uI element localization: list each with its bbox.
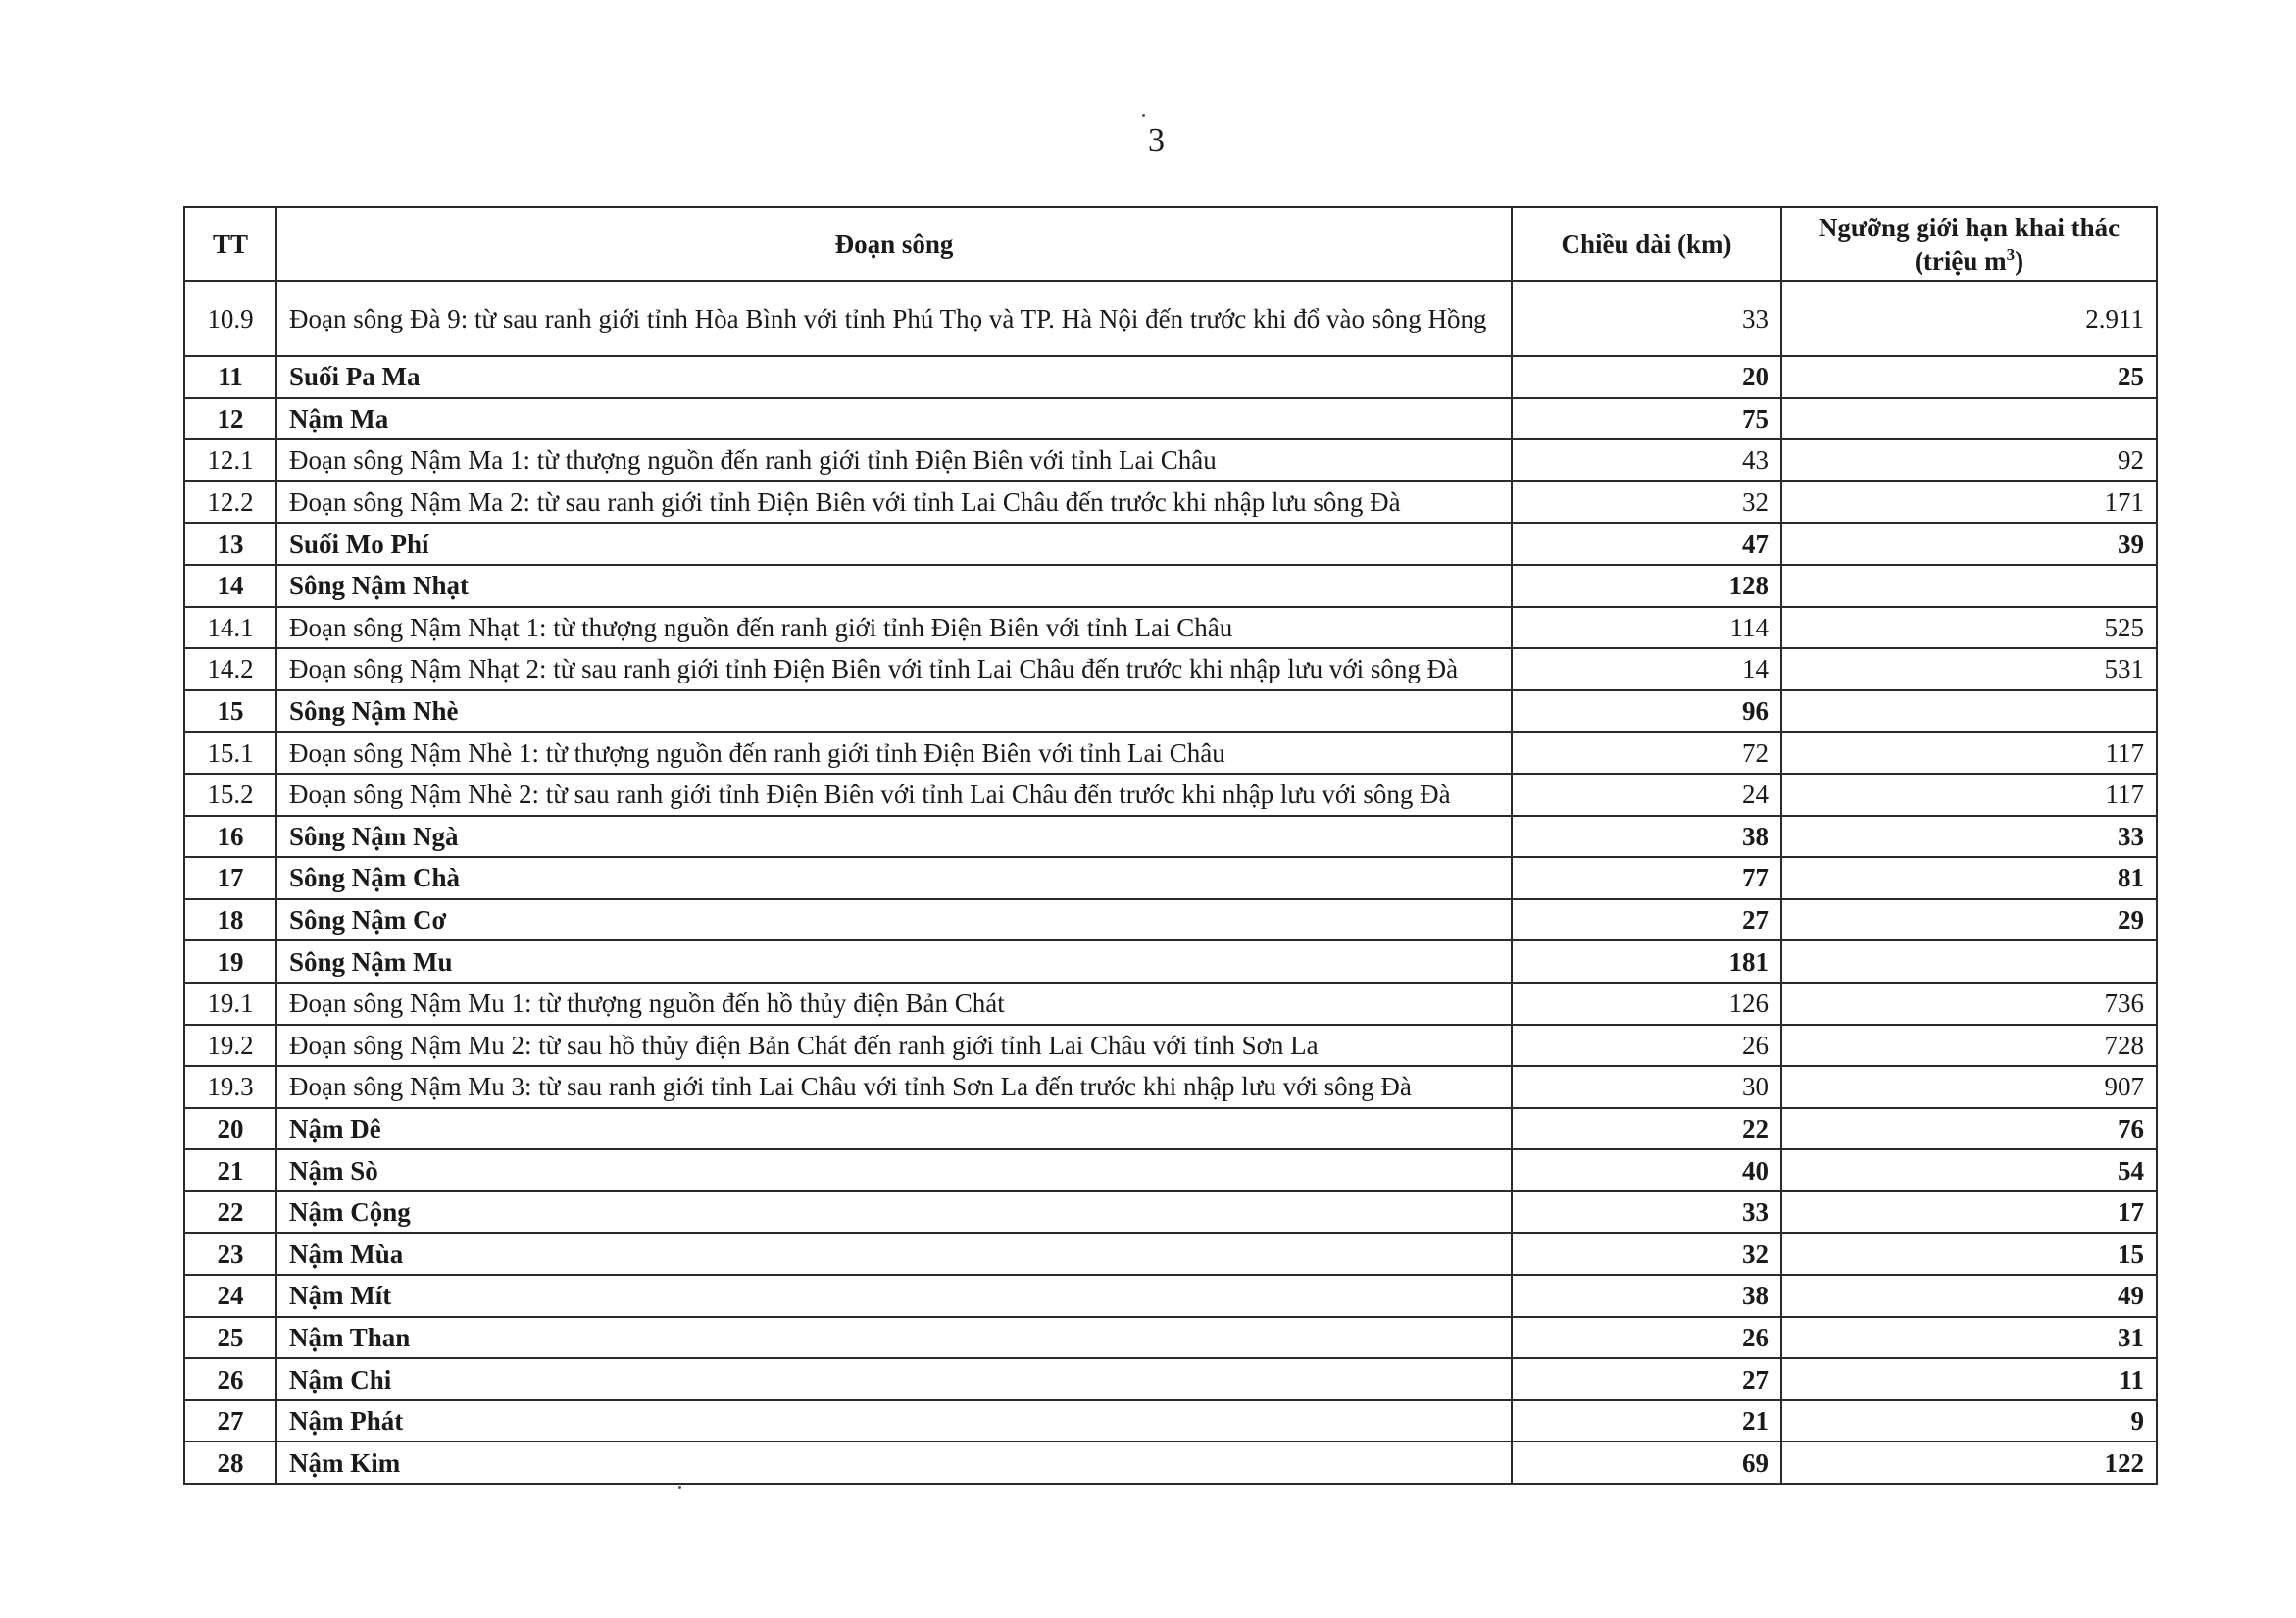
cell-segment-name: Suối Mo Phí [276, 523, 1512, 565]
header-length: Chiều dài (km) [1512, 207, 1781, 281]
table-row [184, 1358, 2157, 1400]
table-row [184, 1149, 2157, 1191]
cell-threshold: 15 [1781, 1233, 2157, 1275]
cell-length: 75 [1512, 398, 1781, 440]
cell-length: 69 [1512, 1441, 1781, 1484]
cell-threshold: 39 [1781, 523, 2157, 565]
cell-length: 14 [1512, 648, 1781, 690]
cell-segment-name: Nậm Dê [276, 1108, 1512, 1150]
cell-length: 38 [1512, 816, 1781, 858]
cell-threshold: 31 [1781, 1317, 2157, 1359]
table-row [184, 607, 2157, 649]
cell-tt: 19.1 [184, 983, 276, 1025]
cell-tt: 10.9 [184, 281, 276, 356]
cell-threshold: 76 [1781, 1108, 2157, 1150]
cell-threshold: 736 [1781, 983, 2157, 1025]
cell-length: 96 [1512, 690, 1781, 733]
cell-threshold: 728 [1781, 1025, 2157, 1067]
table-row [184, 565, 2157, 607]
cell-length: 30 [1512, 1066, 1781, 1108]
table-row [184, 1066, 2157, 1108]
cell-segment-name: Sông Nậm Nhè [276, 690, 1512, 733]
table-header-row [184, 207, 2157, 281]
cell-segment-name: Đoạn sông Nậm Nhạt 1: từ thượng nguồn đến ranh giới tỉnh Điện Biên với tỉnh Lai Châu [276, 607, 1512, 649]
table-row [184, 899, 2157, 941]
header-segment: Đoạn sông [276, 207, 1512, 281]
cell-threshold: 25 [1781, 356, 2157, 398]
table-row [184, 816, 2157, 858]
table-row [184, 1108, 2157, 1150]
table-row [184, 523, 2157, 565]
cell-segment-name: Sông Nậm Chà [276, 857, 1512, 899]
cell-tt: 15 [184, 690, 276, 733]
cell-length: 126 [1512, 983, 1781, 1025]
header-threshold-unit: (triệu $m^3$) [1914, 245, 2024, 276]
table-row [184, 1441, 2157, 1484]
table-row [184, 940, 2157, 983]
page-number: 3 [1148, 123, 1165, 159]
cell-length: 27 [1512, 899, 1781, 941]
table-row [184, 356, 2157, 398]
cell-segment-name: Nậm Mùa [276, 1233, 1512, 1275]
cell-segment-name: Đoạn sông Nậm Mu 1: từ thượng nguồn đến hồ thủy điện Bản Chát [276, 983, 1512, 1025]
cell-length: 72 [1512, 732, 1781, 774]
cell-length: 40 [1512, 1149, 1781, 1191]
cell-threshold [1781, 690, 2157, 733]
cell-tt: 23 [184, 1233, 276, 1275]
cell-length: 47 [1512, 523, 1781, 565]
cell-length: 22 [1512, 1108, 1781, 1150]
cell-segment-name: Nậm Kim [276, 1441, 1512, 1484]
table-row [184, 774, 2157, 816]
cell-threshold [1781, 940, 2157, 983]
cell-threshold: 9 [1781, 1400, 2157, 1442]
river-segment-table [183, 206, 2158, 1485]
cell-tt: 12 [184, 398, 276, 440]
cell-threshold: 81 [1781, 857, 2157, 899]
cell-length: 33 [1512, 1191, 1781, 1234]
cell-length: 114 [1512, 607, 1781, 649]
table-row [184, 1400, 2157, 1442]
cell-segment-name: Đoạn sông Nậm Ma 2: từ sau ranh giới tỉnh Điện Biên với tỉnh Lai Châu đến trước khi nhập lưu sông Đà [276, 481, 1512, 524]
cell-tt: 12.2 [184, 481, 276, 524]
cell-segment-name: Nậm Phát [276, 1400, 1512, 1442]
cell-length: 38 [1512, 1275, 1781, 1317]
cell-tt: 21 [184, 1149, 276, 1191]
cell-tt: 22 [184, 1191, 276, 1234]
cell-tt: 15.1 [184, 732, 276, 774]
cell-tt: 12.1 [184, 439, 276, 481]
cell-segment-name: Nậm Than [276, 1317, 1512, 1359]
cell-threshold: 17 [1781, 1191, 2157, 1234]
cell-segment-name: Sông Nậm Cơ [276, 899, 1512, 941]
cell-segment-name: Đoạn sông Nậm Mu 2: từ sau hồ thủy điện Bản Chát đến ranh giới tỉnh Lai Châu với tỉnh Sơn La [276, 1025, 1512, 1067]
cell-tt: 24 [184, 1275, 276, 1317]
cell-threshold: 117 [1781, 774, 2157, 816]
cell-segment-name: Nậm Mít [276, 1275, 1512, 1317]
cell-length: 26 [1512, 1317, 1781, 1359]
cell-threshold: 33 [1781, 816, 2157, 858]
cell-threshold: 117 [1781, 732, 2157, 774]
cell-length: 21 [1512, 1400, 1781, 1442]
table-row [184, 857, 2157, 899]
cell-segment-name: Đoạn sông Đà 9: từ sau ranh giới tỉnh Hòa Bình với tỉnh Phú Thọ và TP. Hà Nội đến trước khi đổ vào sông Hồng [276, 281, 1512, 356]
table-row [184, 732, 2157, 774]
cell-length: 33 [1512, 281, 1781, 356]
cell-length: 32 [1512, 1233, 1781, 1275]
header-threshold-label: Ngưỡng giới hạn khai thác [1818, 213, 2121, 242]
table-row [184, 1025, 2157, 1067]
cell-segment-name: Đoạn sông Nậm Mu 3: từ sau ranh giới tỉnh Lai Châu với tỉnh Sơn La đến trước khi nhập lưu với sông Đà [276, 1066, 1512, 1108]
header-threshold [1781, 207, 2157, 281]
cell-length: 32 [1512, 481, 1781, 524]
cell-segment-name: Đoạn sông Nậm Nhè 2: từ sau ranh giới tỉnh Điện Biên với tỉnh Lai Châu đến trước khi nhập lưu với sông Đà [276, 774, 1512, 816]
table-row [184, 481, 2157, 524]
cell-tt: 19.2 [184, 1025, 276, 1067]
cell-threshold: 92 [1781, 439, 2157, 481]
cell-tt: 18 [184, 899, 276, 941]
table-row [184, 983, 2157, 1025]
scan-speck [1142, 114, 1145, 117]
cell-tt: 19 [184, 940, 276, 983]
cell-tt: 26 [184, 1358, 276, 1400]
cell-segment-name: Nậm Ma [276, 398, 1512, 440]
table-row [184, 281, 2157, 356]
cell-length: 27 [1512, 1358, 1781, 1400]
cell-threshold: 54 [1781, 1149, 2157, 1191]
cell-threshold: 29 [1781, 899, 2157, 941]
cell-segment-name: Nậm Sò [276, 1149, 1512, 1191]
cell-threshold [1781, 398, 2157, 440]
cell-threshold: 907 [1781, 1066, 2157, 1108]
cell-length: 181 [1512, 940, 1781, 983]
cell-segment-name: Đoạn sông Nậm Nhạt 2: từ sau ranh giới tỉnh Điện Biên với tỉnh Lai Châu đến trước khi nhập lưu với sông Đà [276, 648, 1512, 690]
cell-threshold: 531 [1781, 648, 2157, 690]
cell-threshold: 122 [1781, 1441, 2157, 1484]
table-row [184, 398, 2157, 440]
cell-segment-name: Nậm Cộng [276, 1191, 1512, 1234]
cell-tt: 15.2 [184, 774, 276, 816]
cell-segment-name: Nậm Chi [276, 1358, 1512, 1400]
table-row [184, 1191, 2157, 1234]
table-row [184, 648, 2157, 690]
cell-threshold: 171 [1781, 481, 2157, 524]
cell-tt: 25 [184, 1317, 276, 1359]
cell-length: 43 [1512, 439, 1781, 481]
cell-tt: 27 [184, 1400, 276, 1442]
table-row [184, 1233, 2157, 1275]
cell-tt: 13 [184, 523, 276, 565]
table-row [184, 1275, 2157, 1317]
cell-tt: 28 [184, 1441, 276, 1484]
cell-length: 20 [1512, 356, 1781, 398]
cell-threshold [1781, 565, 2157, 607]
cell-length: 128 [1512, 565, 1781, 607]
cell-tt: 17 [184, 857, 276, 899]
cell-tt: 14.2 [184, 648, 276, 690]
cell-threshold: 49 [1781, 1275, 2157, 1317]
table-row [184, 1317, 2157, 1359]
cell-segment-name: Sông Nậm Mu [276, 940, 1512, 983]
table-row [184, 690, 2157, 733]
cell-tt: 19.3 [184, 1066, 276, 1108]
cell-threshold: 525 [1781, 607, 2157, 649]
header-tt: TT [184, 207, 276, 281]
cell-segment-name: Đoạn sông Nậm Nhè 1: từ thượng nguồn đến ranh giới tỉnh Điện Biên với tỉnh Lai Châu [276, 732, 1512, 774]
cell-length: 26 [1512, 1025, 1781, 1067]
cell-tt: 20 [184, 1108, 276, 1150]
cell-threshold: 2.911 [1781, 281, 2157, 356]
cell-length: 24 [1512, 774, 1781, 816]
cell-segment-name: Đoạn sông Nậm Ma 1: từ thượng nguồn đến ranh giới tỉnh Điện Biên với tỉnh Lai Châu [276, 439, 1512, 481]
cell-segment-name: Suối Pa Ma [276, 356, 1512, 398]
cell-segment-name: Sông Nậm Ngà [276, 816, 1512, 858]
scan-speck [678, 1486, 681, 1489]
cell-threshold: 11 [1781, 1358, 2157, 1400]
cell-tt: 16 [184, 816, 276, 858]
table-body [184, 281, 2157, 1484]
cell-tt: 14.1 [184, 607, 276, 649]
cell-tt: 11 [184, 356, 276, 398]
cell-length: 77 [1512, 857, 1781, 899]
cell-segment-name: Sông Nậm Nhạt [276, 565, 1512, 607]
table-row [184, 439, 2157, 481]
cell-tt: 14 [184, 565, 276, 607]
